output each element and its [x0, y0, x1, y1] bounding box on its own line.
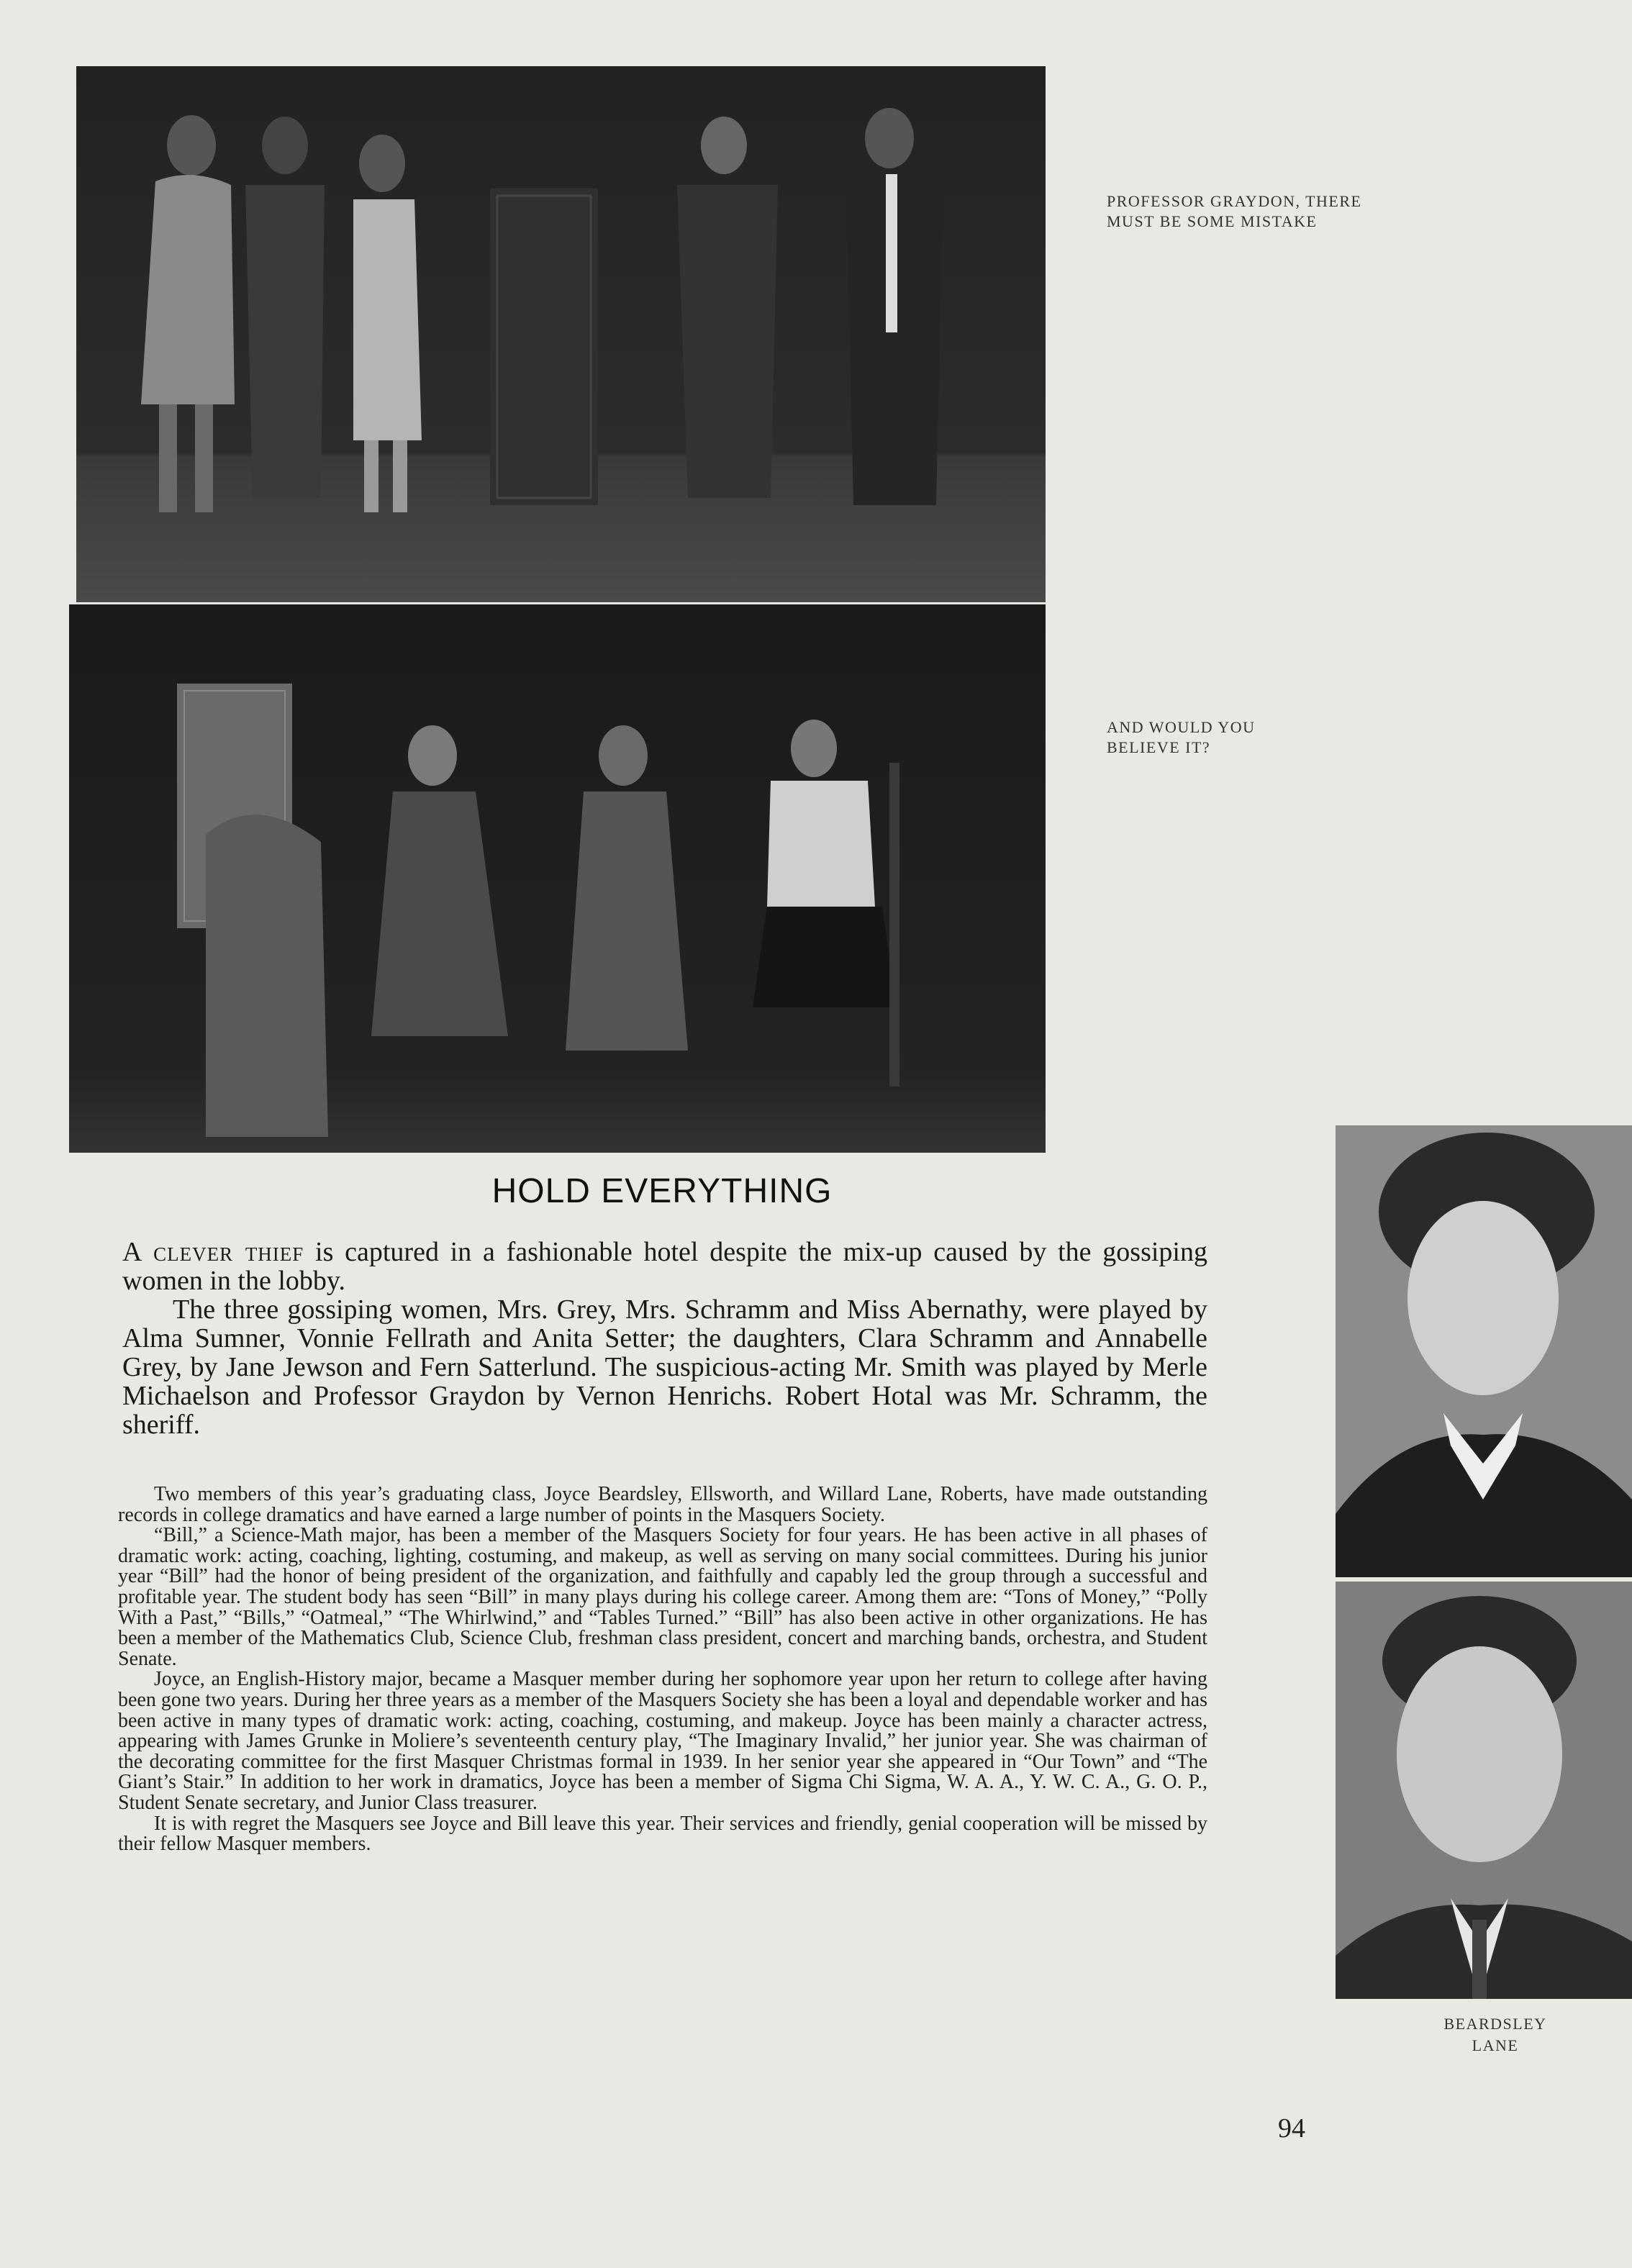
body-paragraph: “Bill,” a Science-Math major, has been a member of the Masquers Society for four years. He has been active in all phases of dramatic work: acting, coaching, lighting, costuming, and makeup, as well as serving on many social committees. During his junior year “Bill” had the honor of being president of the organization, and faithfully and capably led the group through a successful and profitable year. The student body has seen “Bill” in many plays during his college career. Among them are: “Tons of Money,” “Polly With a Past,” “Bills,” “Oatmeal,” “The Whirlwind,” and “Tables Turned.” “Bill” has also been active in other organizations. He has been a member of the Mathematics Club, Science Club, freshman class president, concert and marching bands, orchestra, and Student Senate.: [118, 1524, 1207, 1670]
lead-paragraph-2: The three gossiping women, Mrs. Grey, Mrs. Schramm and Miss Abernathy, were played by Alma Sumner, Vonnie Fellrath and Anita Setter; the daughters, Clara Schramm and Annabelle Grey, by Jane Jewson and Fern Satterlund. The suspicious-acting Mr. Smith was played by Merle Michaelson and Professor Graydon by Vernon Henrichs. Robert Hotal was Mr. Schramm, the sheriff.: [122, 1294, 1207, 1440]
article-title: HOLD EVERYTHING: [491, 1172, 833, 1210]
stage-photo-gossiping-women: [69, 604, 1046, 1153]
portrait-beardsley: [1336, 1125, 1632, 1577]
bottom-photo-caption: AND WOULD YOU BELIEVE IT?: [1107, 718, 1256, 756]
portrait-lane: [1336, 1582, 1632, 1999]
page-number: 94: [1278, 2113, 1305, 2144]
lead-smallcaps-opening: A clever thief: [122, 1237, 304, 1267]
body-text: [118, 1484, 1207, 1855]
lead-text: [122, 1238, 1207, 1439]
body-paragraph: Two members of this year’s graduating class, Joyce Beardsley, Ellsworth, and Willard Lane, Roberts, have made outstanding records in college dramatics and have earned a large number of points in the Masquers Society.: [118, 1483, 1207, 1526]
body-paragraph: Joyce, an English-History major, became a Masquer member during her sophomore year upon her return to college after having been gone two years. During her three years as a member of the Masquers Society she has been a loyal and dependable worker and has been active in many types of dramatic work: acting, coaching, costuming, and makeup. Joyce has been mainly a character actress, appearing with James Grunke in Moliere’s seventeenth century play, “The Imaginary Invalid,” her junior year. She was chairman of the decorating committee for the first Masquer Christmas formal in 1939. In her senior year she appeared in “Our Town” and “The Giant’s Stair.” In addition to her work in dramatics, Joyce has been a member of Sigma Chi Sigma, W. A. A., Y. W. C. A., G. O. P., Student Senate secretary, and Junior Class treasurer.: [118, 1668, 1207, 1814]
body-paragraph: It is with regret the Masquers see Joyce and Bill leave this year. Their services and friendly, genial cooperation will be missed by their fellow Masquer members.: [118, 1812, 1207, 1856]
stage-photo-professor-graydon: [76, 66, 1046, 602]
top-photo-caption: PROFESSOR GRAYDON, THERE MUST BE SOME MISTAKE: [1107, 192, 1362, 230]
lead-paragraph-1-rest: is captured in a fashionable hotel despite the mix-up caused by the gossiping women in the lobby.: [122, 1237, 1207, 1296]
portrait-caption: BEARDSLEY LANE: [1443, 2015, 1547, 2054]
lead-paragraph-1: [122, 1238, 1207, 1295]
